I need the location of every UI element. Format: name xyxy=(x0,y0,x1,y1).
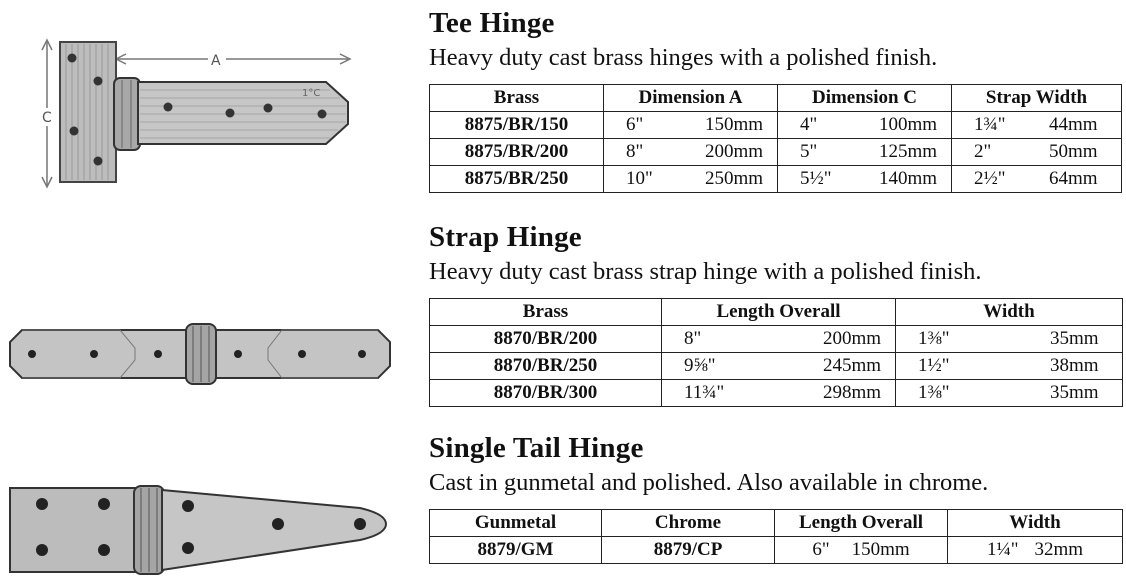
table-row xyxy=(430,326,1123,353)
column-header: Length Overall xyxy=(775,510,948,537)
length-mm: 245mm xyxy=(823,355,882,376)
strap-width-inches: 1¾" xyxy=(974,114,1006,135)
dimension-a-inches: 6" xyxy=(626,114,644,135)
width-inches: 1½" xyxy=(918,355,950,376)
column-header: Brass xyxy=(430,299,662,326)
column-header: Dimension C xyxy=(778,85,952,112)
dimension-a-mm: 250mm xyxy=(705,168,764,189)
column-header: Length Overall xyxy=(662,299,896,326)
column-header: Chrome xyxy=(602,510,775,537)
table-row xyxy=(430,166,1122,193)
strap-hinge-table xyxy=(429,298,1123,407)
length-inches: 8" xyxy=(684,328,702,349)
dimension-c-inches: 5" xyxy=(800,141,818,162)
section-title: Tee Hinge xyxy=(429,7,555,39)
gunmetal-code: 8879/GM xyxy=(430,537,602,564)
column-header: Width xyxy=(896,299,1123,326)
width-mm: 32mm xyxy=(1034,539,1084,560)
width-inches: 1⅜" xyxy=(918,382,950,403)
tee-hinge-table xyxy=(429,84,1122,193)
strap-hinge-illustration xyxy=(0,322,400,392)
width-mm: 35mm xyxy=(1050,382,1099,403)
dimension-a-inches: 8" xyxy=(626,141,644,162)
length-inches: 11¾" xyxy=(684,382,725,403)
length-mm: 150mm xyxy=(851,539,910,560)
table-row xyxy=(430,380,1123,407)
dimension-a-label: A xyxy=(211,53,221,69)
single-tail-hinge-illustration xyxy=(0,484,400,582)
product-code: 8870/BR/300 xyxy=(430,380,662,407)
product-code: 8875/BR/250 xyxy=(430,166,604,193)
single-tail-hinge-table xyxy=(429,509,1123,564)
strap-width-mm: 44mm xyxy=(1049,114,1098,135)
length-inches: 6" xyxy=(812,539,830,560)
dimension-c-mm: 140mm xyxy=(879,168,938,189)
product-code: 8875/BR/200 xyxy=(430,139,604,166)
table-header-row xyxy=(430,85,1122,112)
table-row xyxy=(430,112,1122,139)
product-code: 8870/BR/250 xyxy=(430,353,662,380)
section-description: Heavy duty cast brass hinges with a polished finish. xyxy=(429,44,938,71)
dimension-c-mm: 125mm xyxy=(879,141,938,162)
strap-width-inches: 2½" xyxy=(974,168,1006,189)
dimension-a-inches: 10" xyxy=(626,168,653,189)
length-inches: 9⅝" xyxy=(684,355,716,376)
dimension-c-mm: 100mm xyxy=(879,114,938,135)
degree-label: 1°C xyxy=(302,88,321,99)
length-mm: 298mm xyxy=(823,382,882,403)
width-mm: 38mm xyxy=(1050,355,1099,376)
dimension-c-label: C xyxy=(42,110,52,126)
table-header-row xyxy=(430,510,1123,537)
strap-hinge-section xyxy=(429,222,1123,407)
table-row xyxy=(430,139,1122,166)
product-code: 8875/BR/150 xyxy=(430,112,604,139)
product-code: 8870/BR/200 xyxy=(430,326,662,353)
length-mm: 200mm xyxy=(823,328,882,349)
column-header: Gunmetal xyxy=(430,510,602,537)
column-header: Dimension A xyxy=(604,85,778,112)
width-inches: 1¼" xyxy=(986,539,1019,560)
tee-hinge-section xyxy=(429,8,1122,193)
strap-width-inches: 2" xyxy=(974,141,992,162)
section-description: Cast in gunmetal and polished. Also available in chrome. xyxy=(429,469,989,496)
section-title: Single Tail Hinge xyxy=(429,432,644,464)
dimension-c-inches: 5½" xyxy=(800,168,832,189)
tee-hinge-illustration xyxy=(0,30,400,200)
width-inches: 1⅜" xyxy=(918,328,950,349)
dimension-a-mm: 150mm xyxy=(705,114,764,135)
table-row xyxy=(430,537,1123,564)
section-title: Strap Hinge xyxy=(429,221,582,253)
width-mm: 35mm xyxy=(1050,328,1099,349)
section-description: Heavy duty cast brass strap hinge with a polished finish. xyxy=(429,258,982,285)
column-header: Strap Width xyxy=(952,85,1122,112)
single-tail-hinge-section xyxy=(429,433,1123,564)
table-row xyxy=(430,353,1123,380)
dimension-a-mm: 200mm xyxy=(705,141,764,162)
column-header: Brass xyxy=(430,85,604,112)
chrome-code: 8879/CP xyxy=(602,537,775,564)
table-header-row xyxy=(430,299,1123,326)
dimension-c-inches: 4" xyxy=(800,114,818,135)
column-header: Width xyxy=(948,510,1123,537)
strap-width-mm: 64mm xyxy=(1049,168,1098,189)
strap-width-mm: 50mm xyxy=(1049,141,1098,162)
